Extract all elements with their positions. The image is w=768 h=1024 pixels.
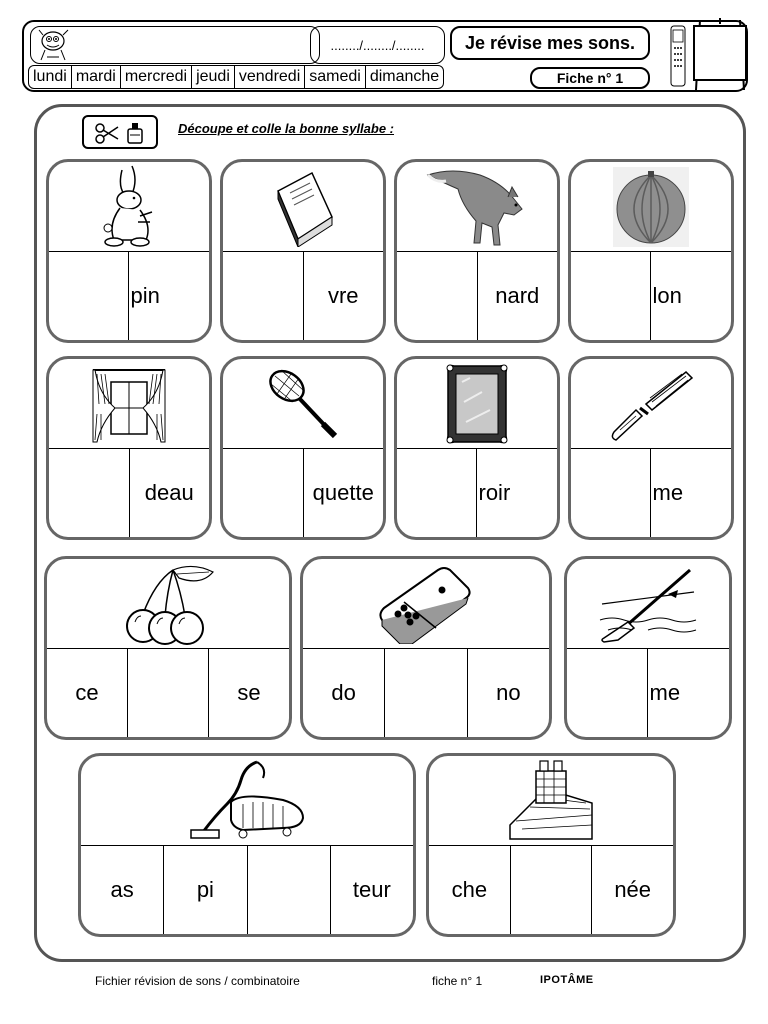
card-file — [568, 356, 734, 540]
card-fox — [394, 159, 560, 343]
cut-and-glue-badge — [82, 115, 158, 149]
syllable-label: née — [591, 846, 673, 934]
syllable-blank[interactable] — [127, 649, 208, 737]
syllable-blank[interactable] — [223, 252, 303, 340]
syllable-blank[interactable] — [223, 449, 303, 537]
syllable-blank[interactable] — [247, 846, 330, 934]
curtain-window-icon — [89, 364, 169, 444]
date-field[interactable]: ......../......../........ — [310, 26, 445, 64]
footer-brand-logo: IPOTÂME — [540, 974, 594, 986]
scissors-glue-icon — [86, 119, 156, 147]
instruction-text: Découpe et colle la bonne syllabe : — [178, 121, 395, 136]
card-mirror — [394, 356, 560, 540]
phone-icon — [670, 24, 686, 88]
melon-icon — [611, 165, 691, 249]
card-image — [397, 162, 557, 252]
syllable-label: deau — [129, 449, 210, 537]
syllable-blank[interactable] — [49, 252, 128, 340]
card-oar — [564, 556, 732, 740]
card-image — [397, 359, 557, 449]
rabbit-icon — [94, 164, 164, 250]
card-image — [81, 756, 413, 846]
day-mercredi[interactable]: mercredi — [121, 66, 192, 88]
vacuum-cleaner-icon — [187, 758, 307, 844]
syllable-label: nard — [477, 252, 558, 340]
card-image — [47, 559, 289, 649]
fiche-number: Fiche n° 1 — [530, 67, 650, 89]
syllable-blank[interactable] — [49, 449, 129, 537]
card-image — [49, 162, 209, 252]
card-image — [223, 359, 383, 449]
file-tool-icon — [606, 364, 696, 444]
card-chimney — [426, 753, 676, 937]
weekday-selector — [28, 65, 444, 89]
card-domino — [300, 556, 552, 740]
worksheet-header — [22, 20, 748, 92]
fox-icon — [422, 165, 532, 249]
syllable-label: me — [650, 449, 732, 537]
worksheet-title: Je révise mes sons. — [450, 26, 650, 60]
name-field[interactable] — [30, 26, 320, 64]
syllable-label: as — [110, 877, 134, 902]
day-jeudi[interactable]: jeudi — [192, 66, 235, 88]
card-curtain — [46, 356, 212, 540]
syllable-label: do — [331, 680, 356, 705]
day-vendredi[interactable]: vendredi — [235, 66, 305, 88]
syllable-label: che — [451, 877, 488, 902]
syllable-label: teur — [330, 846, 413, 934]
chimney-icon — [506, 759, 596, 843]
syllable-label: roir — [476, 449, 558, 537]
tennis-racket-icon — [263, 364, 343, 444]
card-image — [223, 162, 383, 252]
card-vacuum — [78, 753, 416, 937]
syllable-label: ce — [75, 680, 99, 705]
card-image — [571, 359, 731, 449]
domino-icon — [376, 564, 476, 644]
day-dimanche[interactable]: dimanche — [369, 68, 440, 85]
syllable-blank[interactable] — [571, 449, 650, 537]
card-rabbit — [46, 159, 212, 343]
footer-left-text: Fichier révision de sons / combinatoire — [95, 974, 300, 988]
syllable-label: no — [467, 649, 549, 737]
book-icon — [268, 167, 338, 247]
syllable-label: vre — [303, 252, 384, 340]
syllable-blank[interactable] — [384, 649, 466, 737]
mascot-icon — [35, 27, 73, 63]
day-lundi[interactable]: lundi — [29, 66, 72, 88]
footer-fiche-text: fiche n° 1 — [432, 974, 483, 988]
syllable-blank[interactable] — [397, 252, 477, 340]
syllable-blank[interactable] — [510, 846, 592, 934]
easel-board-icon — [690, 18, 750, 90]
card-image — [567, 559, 729, 649]
cherries-icon — [113, 562, 223, 646]
card-cherries — [44, 556, 292, 740]
syllable-label: pi — [163, 846, 246, 934]
day-samedi[interactable]: samedi — [305, 66, 366, 88]
mirror-icon — [442, 362, 512, 446]
card-melon — [568, 159, 734, 343]
oar-icon — [598, 564, 698, 644]
syllable-label: quette — [303, 449, 384, 537]
syllable-label: me — [647, 649, 730, 737]
card-image — [49, 359, 209, 449]
day-mardi[interactable]: mardi — [72, 66, 121, 88]
syllable-label: se — [208, 649, 289, 737]
syllable-blank[interactable] — [567, 649, 647, 737]
card-image — [571, 162, 731, 252]
syllable-label: lon — [650, 252, 732, 340]
card-image — [429, 756, 673, 846]
syllable-blank[interactable] — [397, 449, 476, 537]
syllable-label: pin — [128, 252, 210, 340]
card-book — [220, 159, 386, 343]
card-racket — [220, 356, 386, 540]
syllable-blank[interactable] — [571, 252, 650, 340]
card-image — [303, 559, 549, 649]
